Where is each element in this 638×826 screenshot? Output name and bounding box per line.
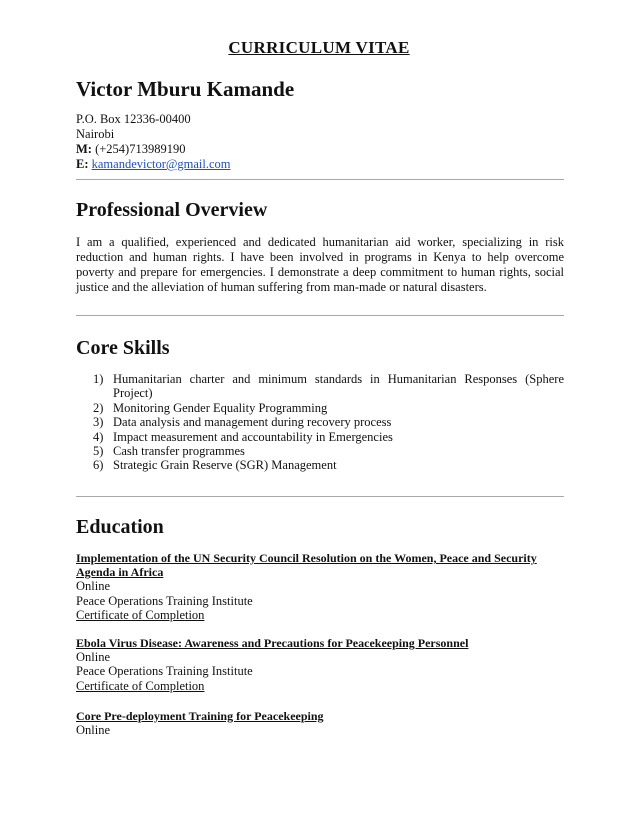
address-line-1: P.O. Box 12336-00400: [76, 112, 191, 126]
skill-text: Monitoring Gender Equality Programming: [113, 400, 328, 415]
divider: [76, 496, 564, 497]
person-name: Victor Mburu Kamande: [76, 77, 295, 101]
document-title: CURRICULUM VITAE: [228, 38, 410, 57]
education-entry: [76, 636, 564, 693]
course-institution: Peace Operations Training Institute: [76, 593, 253, 608]
divider: [76, 179, 564, 180]
course-certificate: Certificate of Completion: [76, 678, 205, 693]
education-entry: [76, 551, 564, 622]
skill-number: 2): [93, 400, 104, 415]
skill-text: Data analysis and management during recovery process: [113, 415, 392, 430]
skill-text: Impact measurement and accountability in Emergencies: [113, 429, 393, 444]
course-mode: Online: [76, 579, 111, 594]
divider: [76, 315, 564, 316]
skill-text: Strategic Grain Reserve (SGR) Management: [113, 458, 337, 473]
skill-text: Cash transfer programmes: [113, 444, 245, 459]
skills-list: [93, 372, 564, 473]
course-title: Ebola Virus Disease: Awareness and Precautions for Peacekeeping Personnel: [76, 636, 469, 650]
skill-number: 1): [93, 372, 104, 386]
phone-line: [76, 142, 231, 157]
course-title: Implementation of the UN Security Council Resolution on the Women, Peace and Security Agenda in Africa: [76, 551, 537, 580]
course-institution: Peace Operations Training Institute: [76, 664, 253, 679]
phone-number: (+254)713989190: [95, 142, 186, 156]
skill-number: 4): [93, 429, 104, 444]
contact-block: [76, 112, 231, 172]
address-line-2: Nairobi: [76, 127, 115, 141]
email-label: E:: [76, 157, 89, 171]
skill-item: [93, 458, 564, 472]
phone-label: M:: [76, 142, 92, 156]
course-mode: Online: [76, 723, 111, 738]
skill-number: 3): [93, 415, 104, 430]
skill-item: [93, 401, 564, 415]
email-line: [76, 157, 231, 172]
education-heading: Education: [76, 516, 164, 538]
skill-number: 5): [93, 444, 104, 459]
skill-number: 6): [93, 458, 104, 473]
education-entry: [76, 709, 564, 737]
course-mode: Online: [76, 650, 111, 665]
skill-item: [93, 444, 564, 458]
email-link[interactable]: kamandevictor@gmail.com: [91, 157, 231, 171]
skill-item: [93, 430, 564, 444]
skills-heading: Core Skills: [76, 337, 170, 359]
overview-heading: Professional Overview: [76, 199, 268, 221]
overview-text: I am a qualified, experienced and dedicated humanitarian aid worker, specializing in risk reduction and human rights. I have been involved in programs in Kenya to help overcome poverty and prepare for emergencies. I demonstrate a deep commitment to human rights, social justice and the alleviation of human suffering from man-made or natural disasters.: [76, 235, 564, 294]
skill-text: Humanitarian charter and minimum standards in Humanitarian Responses (Sphere Project): [113, 372, 564, 401]
course-title: Core Pre-deployment Training for Peacekeeping: [76, 709, 324, 723]
course-certificate: Certificate of Completion: [76, 607, 205, 622]
skill-item: [93, 372, 564, 401]
skill-item: [93, 415, 564, 429]
